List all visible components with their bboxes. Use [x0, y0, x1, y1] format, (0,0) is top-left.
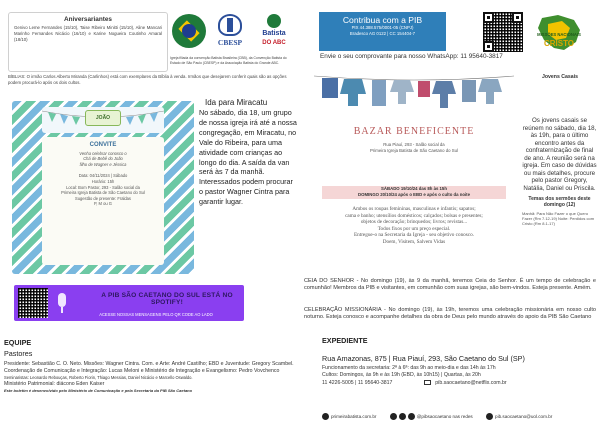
pix-qr-code[interactable] [483, 12, 523, 52]
bazaar-items-3: objetos de decoração; brinquedos; livros; revistas... [360, 219, 468, 225]
bazaar-items-2: cama e banho; utensílios domésticos; calçados; bolsas e presentes; [345, 212, 483, 219]
birthdays-text: Genivo Leme Fernandes (15/10), Taise Ribeiro Minitti (15/10), Aline Mancari Marinho Fernandes Nicácio (16/10) e Karine Nogueira Coutinho Amaral (18/10) [14, 25, 162, 42]
team-roles: Presidente: Sebastião C. O. Neto. Missões: Wagner Cintra. Com. e Arte: André Castilho; EBD e Juventude: Gregory Scambel. Coordenação de Comunicação e Integração: Lucas Meloni e Ministério de Integração e Evangelismo: Pedro Vovchenco [4, 361, 294, 375]
service-times: Cultos: Domingos, às 9h e às 19h (EBD, às 10h15) | Quartas, às 20h [322, 372, 481, 379]
footer-email-link[interactable] [486, 414, 558, 419]
invite-gifts: Sugestão de presente: Fraldas [75, 195, 131, 201]
invite-sizes: P, M ou G [94, 201, 112, 207]
social-text: @pibsaocaetano nas redes [416, 413, 473, 419]
bazaar-items-4: Todos fixos por um preço especial. [377, 225, 451, 232]
clothesline-illustration [314, 70, 514, 120]
invite-place: Local: Bom Pastor, 293 - Salão social da [66, 184, 140, 190]
sermons-body: Manhã: Para Não Fazer o que Quero Fazer (Rm 7.12-19) Noite: Perdidos com Cristo (Rm 8.1-17) [522, 211, 595, 227]
affiliation-caption: Igreja filiada da convenção Batista Brasileira (CBB), da Convenção Batista do Estado de São Paulo (CBESP) e da Associação Batista do Grande ABC. [170, 56, 287, 65]
young-couples-photo [526, 82, 594, 114]
young-couples-title: Jovens Casais [541, 74, 579, 80]
website-text: primeirabatista.com.br [331, 413, 377, 419]
bazaar-date-2: DOMINGO 20/10/24 após o EBD e após o culto da noite [358, 192, 470, 198]
website-link[interactable] [322, 414, 382, 419]
miracatu-title: Ida para Miracatu [205, 98, 268, 107]
team-lines [4, 361, 298, 394]
facebook-icon [399, 413, 406, 420]
email-icon [424, 380, 431, 385]
cbesp-logo [210, 14, 250, 52]
bazaar-location [314, 142, 514, 153]
pastors-title: Pastores [4, 349, 33, 358]
contribute-pix: PIX 44.388.575/0001-05 (CNPJ) [351, 25, 414, 30]
bazaar-date-1: SÁBADO 19/10/24 das 8h às 15h [381, 186, 447, 191]
campaign-line-1: MISSÕES NACIONAIS [537, 32, 581, 37]
microphone-stand-icon [61, 307, 63, 313]
masthead-title: EXPEDIENTE [322, 336, 368, 345]
abc-logo-text: DO ABC [262, 40, 286, 46]
bazaar-title: BAZAR BENEFICENTE [353, 126, 475, 137]
invite-line-2: Chá de Bebê do João [83, 156, 123, 162]
birthdays-box [8, 12, 168, 72]
bazaar-items [314, 206, 514, 245]
missionary-celebration-notice: CELEBRAÇÃO MISSIONÁRIA - No domingo (19), às 19h, teremos uma celebração missionária em nosso culto noturno. Esteja conosco e acompanhe detalhes da obra de Deus pelo mundo através do apoio da PIB São Caetano [304, 307, 596, 321]
lords-supper-notice: CEIA DO SENHOR - No domingo (19), às 9 da manhã, teremos Ceia do Senhor. É um tempo de celebração e comunhão! Membros da PIB e visitantes, em comunhão com suas igrejas, são bem-vindos. Esteja presente. Amém. [304, 278, 596, 292]
instagram-icon [390, 413, 397, 420]
cbb-logo [172, 14, 206, 48]
campaign-line-2: CRISTO [543, 39, 575, 48]
bazaar-location-2: Primeira Igreja Batista de São Caetano do Sul [370, 147, 458, 153]
invite-time: Horário: 15h [91, 178, 115, 184]
miracatu-body: No sábado, dia 18, um grupo de nossa igreja irá até a nossa congregação, em Miracatu, no Vale do Ribeira, para uma atividade com crianças ao longo do dia. A saída da van será às 7 da manhã. Interessados podem procurar o pastor Wagner Cintra para garantir lugar. [199, 108, 297, 207]
invite-place-2: Primeira Igreja Batista de São Caetano do Sul [61, 190, 145, 196]
globe-icon [322, 413, 329, 420]
spotify-banner-title: A PIB SÃO CAETANO DO SUL ESTÁ NO SPOTIFY! [101, 292, 233, 306]
bazaar-dates [322, 186, 506, 199]
contribute-bank: Bradesco AG 0122 | CC 154404-7 [349, 31, 416, 36]
invite-card [42, 137, 164, 265]
mail-icon [486, 413, 493, 420]
young-couples-body: Os jovens casais se reúnem no sábado, dia 18, às 19h, para o último encontro antes da confraternização de final de ano. A reunião será na igreja. Em caso de dúvidas ou mais detalhes, procure pelo pastor Gregory, Natália, Daniel ou Priscila. [522, 117, 597, 192]
charity-bazaar [314, 66, 514, 270]
baby-shower-invite [12, 101, 194, 274]
contact-phones [322, 380, 596, 387]
invite-title: CONVITE [89, 142, 117, 148]
spotify-banner [14, 285, 244, 321]
church-address: Rua Amazonas, 875 | Rua Piauí, 293, São Caetano do Sul (SP) [322, 354, 525, 363]
bulletin-right-page [300, 0, 600, 424]
spotify-banner-subtitle: ACESSE NOSSAS MENSAGENS PELO QR CODE AO LADO [99, 312, 213, 317]
contribute-title: Contribua com a PIB [342, 15, 423, 25]
bibles-notice: BÍBLIAS: O irmão Carlos Alberto Miranda (Carlinhos) está com exemplares da Bíblia à venda. Irmãos que desejarem conferir quais são as opções podem procurá-lo após os dois cultos. [8, 74, 287, 85]
footer-links [322, 413, 596, 420]
team-patrimonial: Ministério Patrimonial: diácono Eden Kaiser [4, 381, 105, 388]
bazaar-items-5: Entregue-o na Secretaria da Igreja - seu objetivo conosco. [354, 232, 474, 238]
contribute-box [319, 12, 446, 51]
whatsapp-notice: Envie o seu comprovante para nosso WhatsApp: 11 95640-3817 [320, 53, 503, 60]
team-note: Este boletim é desenvolvido pelo Ministério de Comunicação e pela Secretaria da PIB São Caetano [4, 388, 193, 394]
invite-line-1: Venha celebrar conosco o [79, 150, 127, 156]
social-link[interactable] [390, 414, 479, 419]
team-title: EQUIPE [4, 338, 32, 347]
office-hours: Funcionamento da secretaria: 2ª à 6ª: das 9h ao meio-dia e das 14h às 17h [322, 365, 496, 371]
youtube-icon [408, 413, 415, 420]
phone-numbers: 11 4226-5005 | 11 95640-3817 [322, 379, 393, 386]
bazaar-items-6: Doem, Visitem, Salvem Vidas [382, 238, 446, 245]
spotify-qr-code[interactable] [18, 288, 48, 318]
contact-email[interactable]: pib.saocaetano@netflix.com.br [435, 379, 507, 386]
invite-line-3: filho de Wagner e Jéssica [79, 161, 127, 167]
sermons-title: Temas dos sermões deste domingo (12) [528, 196, 591, 209]
batista-logo-text: Batista [262, 30, 286, 37]
footer-email-text: pib.saocaetano@uol.com.br [495, 413, 553, 419]
bazaar-location-1: Rua Piauí, 293 - Salão social da [383, 142, 445, 147]
affiliation-logos [170, 12, 295, 57]
missions-campaign-logo [528, 12, 590, 54]
batista-abc-logo [254, 14, 294, 52]
invite-name-badge: JOÃO [85, 110, 121, 126]
team-seminarians: Seminaristas: Leonardo Rebouças, Roberto Fiorin, Thiago Messias, Daniel Nicácio e Marcello Oswaldo. [4, 375, 193, 381]
birthdays-title: Aniversariantes [64, 16, 112, 23]
bazaar-items-1: Ambos os roupas femininas, masculinas e infantis; sapatos; [352, 206, 476, 212]
masthead-lines [322, 365, 596, 387]
invite-date: Data: 04/11/2024 | Sábado [78, 173, 128, 179]
microphone-icon [58, 293, 66, 307]
cbesp-logo-text: CBESP [217, 38, 243, 47]
